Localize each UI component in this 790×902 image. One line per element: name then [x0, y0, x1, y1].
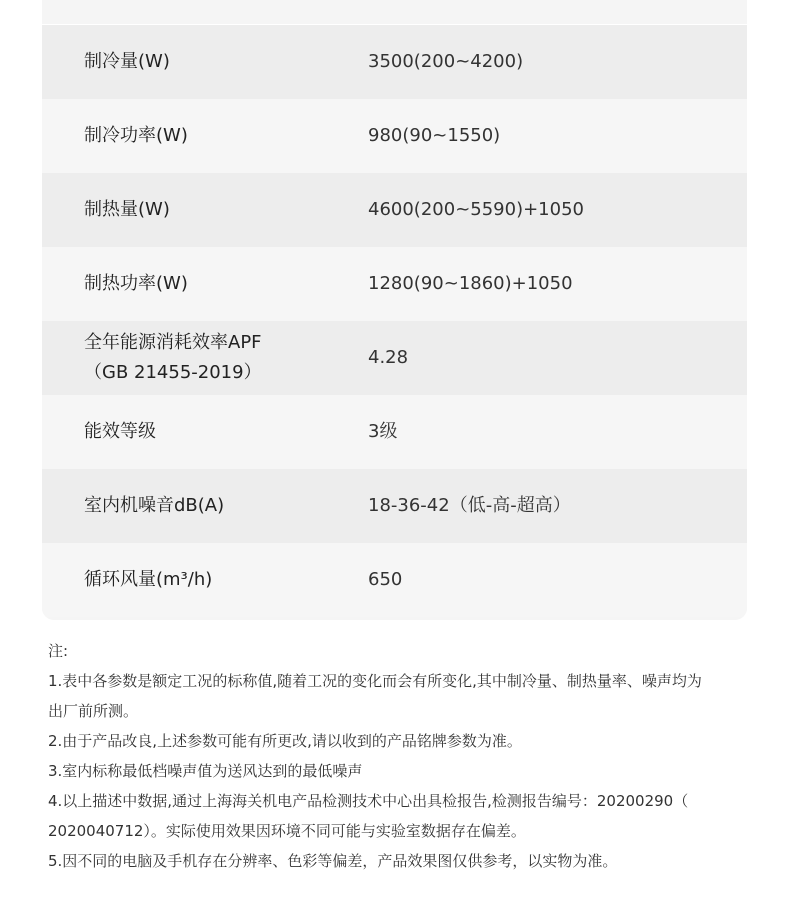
spec-value: 1280(90~1860)+1050	[368, 273, 573, 294]
spec-value: 3级	[368, 421, 398, 442]
note-line: 5.因不同的电脑及手机存在分辨率、色彩等偏差，产品效果图仅供参考，以实物为准。	[48, 852, 618, 870]
spec-row-heating-capacity	[42, 173, 747, 247]
spec-label-line: 制热量(W)	[84, 199, 170, 220]
spec-label	[84, 491, 354, 521]
note-line: 2020040712）。实际使用效果因环境不同可能与实验室数据存在偏差。	[48, 822, 526, 840]
spec-row-cooling-power	[42, 99, 747, 173]
spec-label-line: 全年能源消耗效率APF	[84, 332, 262, 353]
spec-label	[84, 269, 354, 299]
spec-row-apf	[42, 321, 747, 395]
spec-label-line: 制热功率(W)	[84, 273, 188, 294]
spec-value: 4.28	[368, 347, 409, 368]
spec-value: 4600(200~5590)+1050	[368, 199, 584, 220]
spec-label	[84, 121, 354, 151]
spec-label	[84, 195, 354, 225]
note-line: 1.表中各参数是额定工况的标称值,随着工况的变化而会有所变化,其中制冷量、制热量率、噪声均为	[48, 672, 702, 690]
spec-label	[84, 565, 354, 595]
note-line: 2.由于产品改良,上述参数可能有所更改,请以收到的产品铭牌参数为准。	[48, 732, 522, 750]
notes-heading: 注:	[48, 642, 69, 660]
note-line: 3.室内标称最低档噪声值为送风达到的最低噪声	[48, 762, 363, 780]
spec-label-line: 室内机噪音dB(A)	[84, 495, 225, 516]
spec-label-line: 制冷量(W)	[84, 51, 170, 72]
spec-label-line: 制冷功率(W)	[84, 125, 188, 146]
spec-label-line: 循环风量(m³/h)	[84, 569, 213, 590]
spec-value: 3500(200~4200)	[368, 51, 524, 72]
notes-section	[48, 636, 758, 876]
spec-row-cooling-capacity	[42, 25, 747, 99]
spec-value: 650	[368, 569, 403, 590]
spec-label-line: （GB 21455-2019）	[84, 362, 262, 383]
spec-value: 980(90~1550)	[368, 125, 501, 146]
spec-label	[84, 47, 354, 77]
note-line: 4.以上描述中数据,通过上海海关机电产品检测技术中心出具检报告,检测报告编号：20200290（	[48, 792, 689, 810]
spec-table	[42, 0, 747, 620]
spec-row-indoor-noise	[42, 469, 747, 543]
spec-row-heating-power	[42, 247, 747, 321]
spec-label-line: 能效等级	[84, 421, 156, 442]
spec-label	[84, 417, 354, 447]
table-top-strip	[42, 0, 747, 25]
spec-row-air-volume	[42, 543, 747, 617]
note-line: 出厂前所测。	[48, 702, 139, 720]
spec-value: 18-36-42（低-高-超高）	[368, 495, 571, 516]
spec-row-energy-grade	[42, 395, 747, 469]
spec-label	[84, 328, 354, 388]
